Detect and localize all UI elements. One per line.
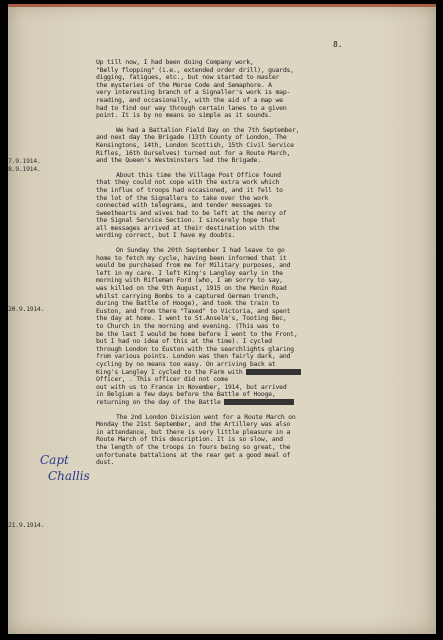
text-line: in Belgium a few days before the Battle of Hooge, bbox=[96, 390, 276, 399]
handwritten-note-line: Challis bbox=[48, 469, 90, 483]
text-line: the influx of troops had occasioned, and it fell to bbox=[96, 185, 283, 194]
paragraph bbox=[96, 247, 424, 406]
text-line: through London to Euston with the searchlights glaring bbox=[96, 344, 294, 353]
text-line: Officer, . This officer did not come bbox=[96, 375, 228, 384]
text-line: all messages arrived at their destination with the bbox=[96, 223, 280, 232]
text-line: the length of the troops in fours being so great, the bbox=[96, 442, 291, 451]
text-line: Route March of this description. It is so slow, and bbox=[96, 435, 283, 444]
paragraph bbox=[96, 172, 424, 240]
text-line: Monday the 21st September, and the Artillery was also bbox=[96, 420, 291, 429]
text-line: whilst carrying Bombs to a captured German trench, bbox=[96, 291, 280, 300]
text-line: unfortunate battalions at the rear get a good meal of bbox=[96, 450, 291, 459]
paragraph bbox=[96, 414, 424, 467]
paragraph bbox=[96, 59, 424, 120]
text-line: digging, fatigues, etc., but now started to master bbox=[96, 73, 280, 82]
text-line: that they could not cope with the extra work which bbox=[96, 178, 280, 187]
text-line: from various points. London was then fairly dark, and bbox=[96, 352, 291, 361]
page-edge bbox=[8, 4, 436, 7]
text-line: "Belly flopping" (i.e., extended order drill), guards, bbox=[96, 65, 294, 74]
text-line: Sweethearts and wives had to be left at the mercy of bbox=[96, 208, 287, 217]
text-line: out with us to France in November, 1914, but arrived bbox=[96, 382, 287, 391]
margin-date: 20.9.1914. bbox=[8, 305, 45, 313]
text-line: would be purchased from me for Military purposes, and bbox=[96, 261, 291, 270]
margin-date: 21.9.1914. bbox=[8, 521, 45, 529]
text-line: About this time the Village Post Office found bbox=[116, 170, 281, 179]
text-line: the lot of the Signallers to take over the work bbox=[96, 193, 269, 202]
text-line: Kensingtons, 14th, London Scottish, 15th Civil Service bbox=[96, 140, 294, 149]
typed-text-body bbox=[96, 59, 424, 474]
text-line: The 2nd London Division went for a Route March on bbox=[116, 412, 296, 421]
text-line: Euston, and from there "Taxed" to Victoria, and spent bbox=[96, 306, 291, 315]
text-line: and next day the Brigade (13th County of London, The bbox=[96, 133, 287, 142]
text-line: Rifles, 16th Ourselves) turned out for a Route March, bbox=[96, 148, 291, 157]
text-line: during the Battle of Hooge), and took the train to bbox=[96, 299, 280, 308]
text-line: King's Langley I cycled to the Farm with bbox=[96, 369, 424, 377]
text-line: point. It is by no means so simple as it sounds. bbox=[96, 111, 272, 120]
text-line: Up till now, I had been doing Company work, bbox=[96, 58, 254, 66]
paragraph bbox=[96, 127, 424, 165]
redaction-bar bbox=[224, 399, 294, 405]
text-line: the Signal Service Section. I sincerely hope that bbox=[96, 216, 276, 225]
text-line: home to fetch my cycle, having been informed that it bbox=[96, 253, 287, 262]
text-line: returning on the day of the Battle bbox=[96, 399, 424, 407]
text-line: but I had no idea of this at the time). I cycled bbox=[96, 337, 272, 346]
handwritten-note bbox=[40, 452, 90, 484]
text-line: morning with Rifleman Ford (who, I am sorry to say, bbox=[96, 276, 283, 285]
text-line: and the Queen's Westminsters led the Brigade. bbox=[96, 156, 261, 165]
text-line: cycling by no means too easy. On arriving back at bbox=[96, 359, 276, 368]
text-line: to Church in the morning and evening. (This was to bbox=[96, 322, 280, 330]
text-line: left in my care. I left King's Langley early in the bbox=[96, 268, 283, 277]
text-line: dust. bbox=[96, 458, 115, 467]
text-line: reading, and occasionally, with the aid of a map we bbox=[96, 95, 283, 104]
margin-date: 7.9.1914. bbox=[8, 157, 41, 165]
text-line: very interesting branch of a Signaller's work is map- bbox=[96, 88, 291, 97]
margin-date: 8.9.1914. bbox=[8, 165, 41, 173]
text-line: We had a Battalion Field Day on the 7th September, bbox=[116, 125, 300, 134]
text-line: had to find our way through certain lanes to a given bbox=[96, 103, 287, 112]
text-line: the day at home. I went to St.Anselm's, Tooting Bec, bbox=[96, 314, 287, 323]
text-line: the mysteries of the Morse Code and Semaphore. A bbox=[96, 80, 272, 89]
redaction-bar bbox=[246, 369, 301, 375]
text-line: be the last I would be home before I went to the Front, bbox=[96, 329, 298, 338]
text-line: On Sunday the 20th September I had leave to go bbox=[116, 246, 285, 255]
text-line: in attendance, but there is very little pleasure in a bbox=[96, 427, 291, 436]
text-line: was killed on the 9th August, 1915 on the Menin Road bbox=[96, 284, 287, 293]
page-number: 8. bbox=[333, 40, 343, 49]
text-line: wording correct, but I have my doubts. bbox=[96, 231, 236, 240]
text-line: connected with telegrams, and tender messages to bbox=[96, 201, 272, 210]
handwritten-note-line: Capt bbox=[40, 453, 69, 467]
